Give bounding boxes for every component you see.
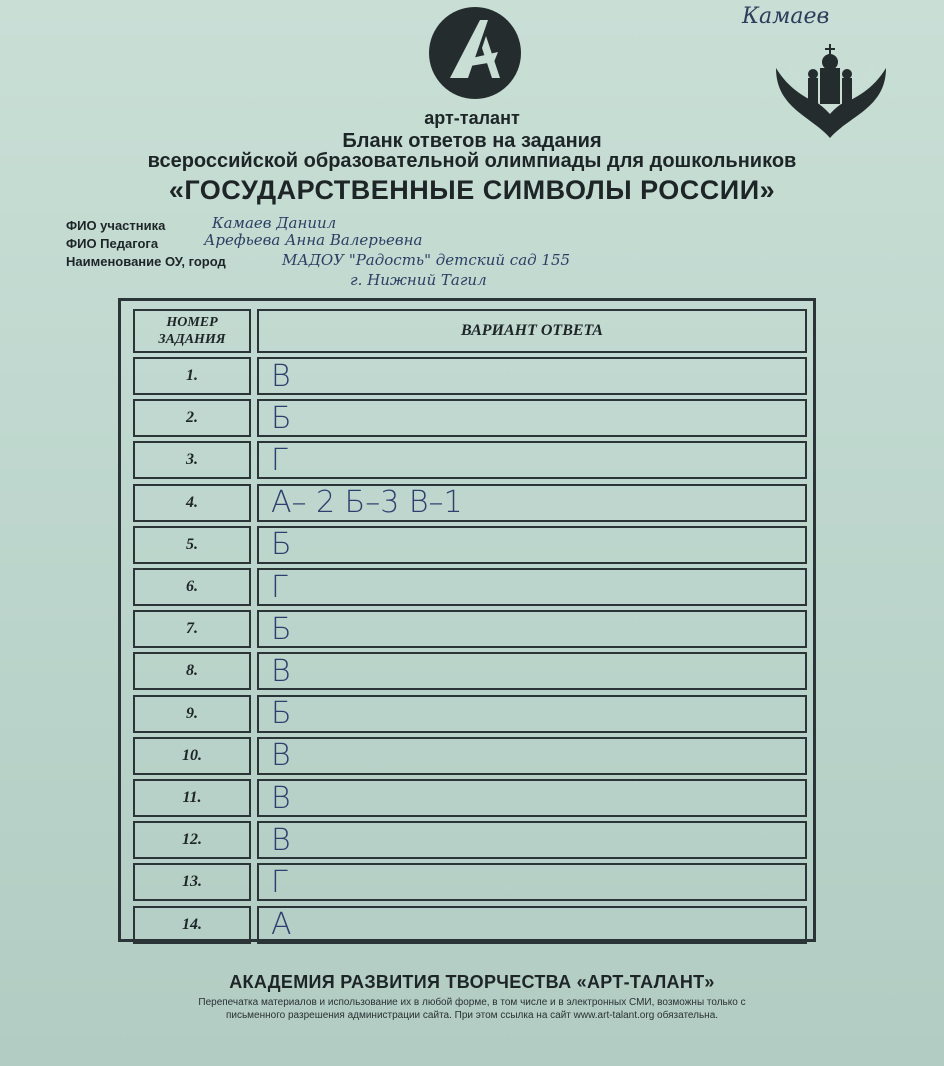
number-header: НОМЕР ЗАДАНИЯ <box>133 309 251 353</box>
form-title: Бланк ответов на задания <box>342 130 602 152</box>
answer-cell: Г <box>257 568 807 606</box>
table-row <box>133 441 807 479</box>
table-row <box>133 526 807 564</box>
task-number: 5. <box>133 526 251 564</box>
answer-cell: Б <box>257 695 807 733</box>
answer-cell: В <box>257 737 807 775</box>
olympiad-title: «ГОСУДАРСТВЕННЫЕ СИМВОЛЫ РОССИИ» <box>168 175 776 205</box>
olympiad-line: всероссийской образовательной олимпиады для дошкольников <box>147 150 797 172</box>
answer-cell: А– 2 Б–3 В–1 <box>257 484 807 522</box>
answer-header: ВАРИАНТ ОТВЕТА <box>257 309 807 353</box>
org-label: Наименование ОУ, город <box>66 254 226 269</box>
answer-cell: Б <box>257 610 807 648</box>
teacher-value: Арефьева Анна Валерьевна <box>204 231 423 249</box>
task-number: 13. <box>133 863 251 901</box>
answers-table <box>118 298 816 942</box>
task-number: 2. <box>133 399 251 437</box>
org-value-line1: МАДОУ "Радость" детский сад 155 <box>282 251 571 269</box>
task-number: 7. <box>133 610 251 648</box>
art-talant-logo-icon <box>428 6 522 100</box>
table-row <box>133 863 807 901</box>
answer-cell: В <box>257 779 807 817</box>
org-value-line2: г. Нижний Тагил <box>350 271 487 289</box>
footer-note-line2: письменного разрешения администрации сайта. При этом ссылка на сайт www.art-talant.org обязательна. <box>225 1010 719 1021</box>
task-number: 3. <box>133 441 251 479</box>
footer-note-line1: Перепечатка материалов и использование их в любой форме, в том числе и в электронных СМИ, возможны только с <box>198 997 746 1008</box>
task-number: 10. <box>133 737 251 775</box>
task-number: 14. <box>133 906 251 944</box>
table-row <box>133 695 807 733</box>
table-row <box>133 652 807 690</box>
answer-cell: Б <box>257 399 807 437</box>
answer-cell: А <box>257 906 807 944</box>
task-number: 9. <box>133 695 251 733</box>
table-header-row <box>133 309 807 353</box>
answer-cell: В <box>257 357 807 395</box>
task-number: 11. <box>133 779 251 817</box>
footer-title: АКАДЕМИЯ РАЗВИТИЯ ТВОРЧЕСТВА «АРТ-ТАЛАНТ» <box>229 972 715 992</box>
table-row <box>133 568 807 606</box>
participant-label: ФИО участника <box>66 218 166 233</box>
table-row <box>133 737 807 775</box>
answer-cell: Б <box>257 526 807 564</box>
task-number: 1. <box>133 357 251 395</box>
table-row <box>133 484 807 522</box>
task-number: 6. <box>133 568 251 606</box>
answer-cell: Г <box>257 441 807 479</box>
table-row <box>133 906 807 944</box>
table-row <box>133 821 807 859</box>
table-row <box>133 779 807 817</box>
brand-name: арт-талант <box>424 108 520 128</box>
task-number: 8. <box>133 652 251 690</box>
footer-note <box>80 996 864 1022</box>
answer-cell: В <box>257 652 807 690</box>
teacher-label: ФИО Педагога <box>66 236 159 251</box>
task-number: 12. <box>133 821 251 859</box>
participant-value: Камаев Даниил <box>212 214 337 232</box>
table-row <box>133 399 807 437</box>
table-row <box>133 610 807 648</box>
table-row <box>133 357 807 395</box>
answer-cell: Г <box>257 863 807 901</box>
answer-cell: В <box>257 821 807 859</box>
corner-signature: Камаев <box>742 4 830 29</box>
task-number: 4. <box>133 484 251 522</box>
